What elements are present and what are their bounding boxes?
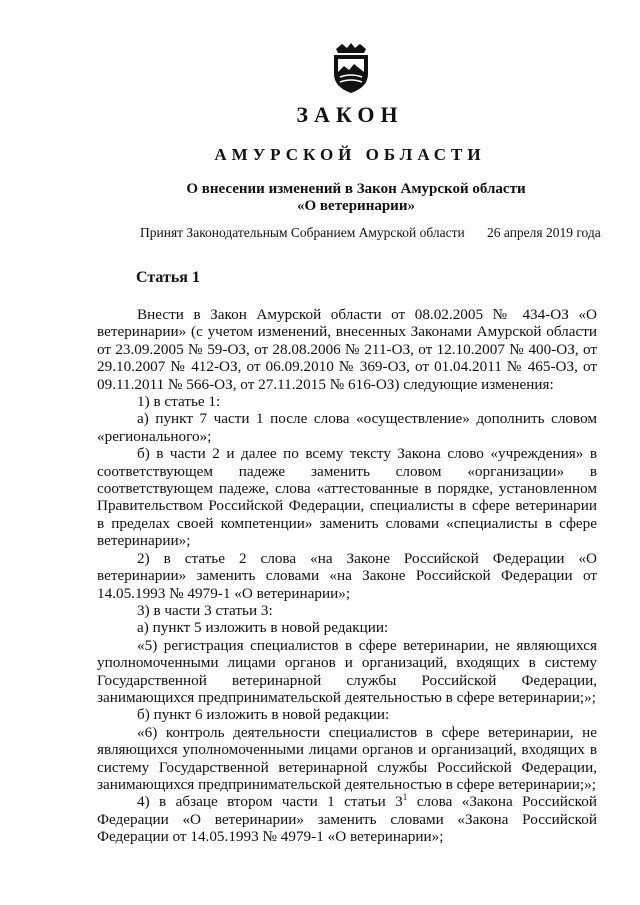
item-4-superscript: 1: [402, 792, 408, 803]
adopted-by: Принят Законодательным Собранием Амурской области: [140, 225, 465, 240]
item-3a-quote: «5) регистрация специалистов в сфере ветеринарии, не являющихся уполномоченными лицами органов и организаций, входящих в систему Государственной ветеринарной службы Российской Федерации, занимающихся предпринимательской деятельностью в сфере ветеринарии;»;: [97, 636, 597, 706]
law-heading-line-2: «О ветеринарии»: [297, 198, 415, 214]
law-heading-line-1: О внесении изменений в Закон Амурской области: [186, 181, 526, 197]
item-4-part-2: слова «Закона Российской Федерации «О ветеринарии» заменить словами «Закона Российской Федерации от 14.05.1993 № 4979-1 «О ветеринарии»;: [97, 793, 597, 846]
item-3: 3) в части 3 статьи 3:: [137, 601, 273, 619]
item-1a: а) пункт 7 части 1 после слова «осуществление» дополнить словом «регионального»;: [97, 410, 597, 445]
item-2: 2) в статье 2 слова «на Законе Российской Федерации «О ветеринарии» заменить словами «на Законе Российской Федерации от 14.05.1993 № 4979-1 «О ветеринарии»;: [97, 549, 597, 602]
article-body: [97, 306, 597, 846]
article-title: Статья 1: [136, 269, 200, 286]
item-3a: а) пункт 5 изложить в новой редакции:: [137, 619, 389, 637]
document-title: ЗАКОН: [296, 102, 404, 127]
item-1: 1) в статье 1:: [137, 393, 221, 411]
item-1b: б) в части 2 и далее по всему тексту Закона слово «учреждения» в соответствующем падеже заменить словом «организации» в соответствующем падеже, слова «аттестованные в порядке, установленном Правительством Российской Федерации, специалисты в сфере ветеринарии в пределах своей компетенции» заменить словами «специалисты в сфере ветеринарии»;: [97, 445, 597, 550]
law-heading: [0, 181, 640, 215]
document-subtitle: АМУРСКОЙ ОБЛАСТИ: [214, 145, 486, 164]
item-4-part-1: 4) в абзаце втором части 1 статьи 3: [137, 793, 403, 811]
item-4: [97, 793, 597, 845]
adopted-date: 26 апреля 2019 года: [487, 225, 601, 240]
article-intro: Внести в Закон Амурской области от 08.02.2005 № 434-ОЗ «О ветеринарии» (с учетом изменений, внесенных Законами Амурской области от 23.09.2005 № 59-ОЗ, от 28.08.2006 № 211-ОЗ, от 12.10.2007 № 400-ОЗ, от 29.10.2007 № 412-ОЗ, от 06.09.2010 № 369-ОЗ, от 01.04.2011 № 465-ОЗ, от 09.11.2011 № 566-ОЗ, от 27.11.2015 № 616-ОЗ) следующие изменения:: [97, 306, 597, 393]
item-3b: б) пункт 6 изложить в новой редакции:: [137, 706, 390, 724]
amur-region-emblem-icon: [330, 42, 372, 94]
item-3b-quote: «6) контроль деятельности специалистов в сфере ветеринарии, не являющихся уполномоченными лицами органов и организаций, входящих в систему Государственной ветеринарной службы Российской Федерации, занимающихся предпринимательской деятельностью в сфере ветеринарии;»;: [97, 723, 597, 793]
